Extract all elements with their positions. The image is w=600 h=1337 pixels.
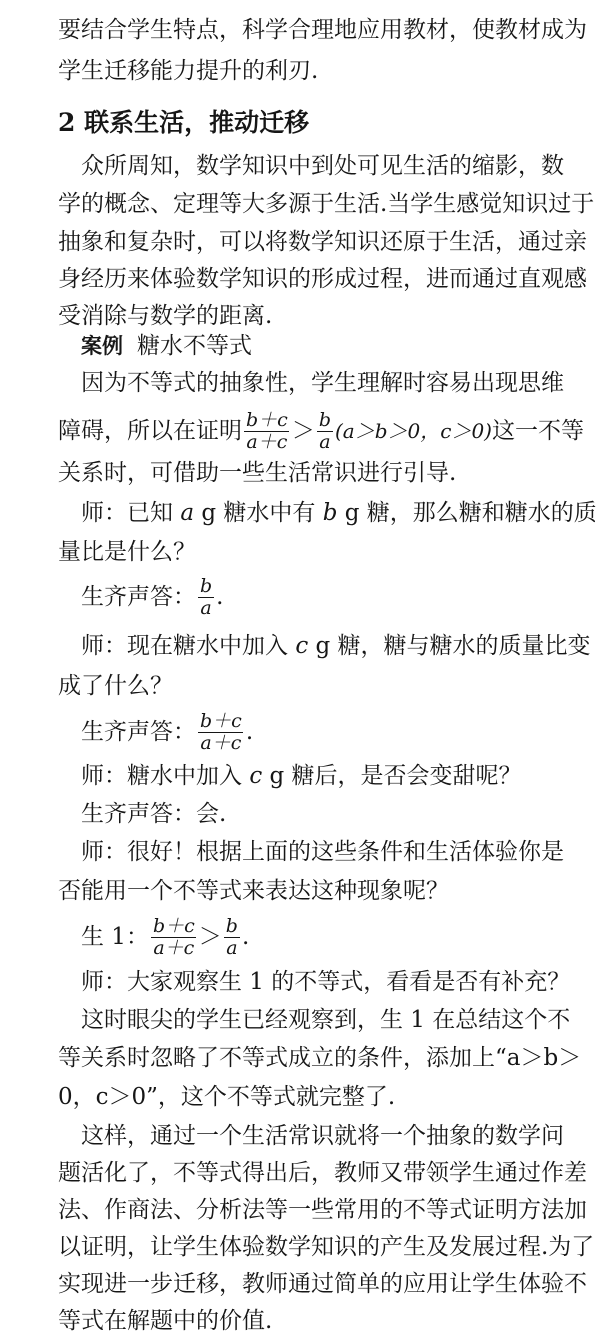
para1-line-2: 学的概念、定理等大多源于生活.当学生感觉知识过于 [58, 191, 595, 217]
para4-line-1: 这样，通过一个生活常识就将一个抽象的数学问 [81, 1123, 564, 1149]
fraction-denominator: a [319, 430, 331, 453]
fraction-numerator: b＋c [200, 709, 242, 732]
answer-prefix: 生齐声答： [81, 719, 196, 745]
para3-line-2: 等关系时忽略了不等式成立的条件，添加上“a＞b＞ [58, 1045, 582, 1071]
para4-line-4: 以证明，让学生体验数学知识的产生及发展过程.为了 [58, 1234, 595, 1260]
var-b: b [322, 500, 338, 526]
answer-prefix: 生齐声答： [81, 584, 196, 610]
fraction-denominator: a [226, 936, 238, 959]
teacher-line-1b: 量比是什么？ [58, 539, 196, 565]
fraction-numerator: b [200, 574, 213, 597]
fraction-b-plus-c-over-a-plus-c [198, 711, 244, 754]
teacher-line-4b: 否能用一个不等式来表达这种现象呢？ [58, 878, 449, 904]
intro-line-2: 学生迁移能力提升的利刃. [58, 58, 319, 84]
fraction-denominator: a [200, 596, 212, 619]
text-segment: g 糖，糖与糖水的质量比变 [315, 633, 591, 659]
para4-line-2: 题活化了，不等式得出后，教师又带领学生通过作差 [58, 1160, 587, 1186]
para4-line-6: 等式在解题中的价值. [58, 1308, 273, 1334]
case-label: 案例 [81, 334, 123, 358]
fraction-numerator: b＋c [246, 408, 288, 431]
fraction-b-over-a [198, 576, 214, 619]
intro-line-1: 要结合学生特点，科学合理地应用教材，使教材成为 [58, 17, 587, 43]
teacher-line-2 [81, 630, 591, 662]
greater-than-sign: ＞ [291, 418, 315, 444]
fraction-b-plus-c-over-a-plus-c [151, 916, 197, 959]
text-segment: 师：糖水中加入 [81, 763, 242, 789]
period: . [216, 584, 224, 610]
para1-line-1: 众所周知，数学知识中到处可见生活的缩影，数 [81, 153, 564, 179]
teacher-line-1 [81, 497, 597, 529]
fraction-b-over-a [224, 916, 240, 959]
para4-line-5: 实现进一步迁移，教师通过简单的应用让学生体验不 [58, 1271, 587, 1297]
fraction-numerator: b [225, 914, 238, 937]
para2-line-2 [58, 404, 584, 456]
para4-line-3: 法、作商法、分析法等一些常用的不等式证明方法加 [58, 1197, 587, 1223]
condition-text: (a＞b＞0，c＞0) [334, 419, 492, 443]
student-prefix: 生 1： [81, 924, 149, 950]
text-segment: 师：已知 [81, 500, 173, 526]
text-segment: 师：现在糖水中加入 [81, 633, 288, 659]
period: . [241, 924, 250, 950]
para2-prefix: 障碍，所以在证明 [58, 418, 242, 444]
greater-than-sign: ＞ [198, 924, 222, 950]
text-segment: g 糖水中有 [201, 500, 316, 526]
fraction-denominator: a＋c [153, 936, 195, 959]
section-heading: 2 联系生活，推动迁移 [58, 108, 310, 137]
fraction-denominator: a＋c [246, 430, 288, 453]
fraction-numerator: b＋c [152, 914, 195, 937]
fraction-b-plus-c-over-a-plus-c [244, 410, 290, 453]
teacher-line-3 [81, 760, 522, 792]
fraction-numerator: b [318, 408, 331, 431]
var-c: c [249, 763, 263, 789]
period: . [245, 719, 254, 745]
student-1-answer [81, 910, 249, 962]
para2-suffix: 这一不等 [491, 418, 584, 444]
fraction-b-over-a [317, 410, 333, 453]
para2-line-1: 因为不等式的抽象性，学生理解时容易出现思维 [81, 370, 564, 396]
answer-2 [81, 705, 253, 757]
para1-line-3: 抽象和复杂时，可以将数学知识还原于生活，通过亲 [58, 229, 587, 255]
answer-3: 生齐声答：会. [81, 801, 227, 827]
para3-line-3: 0，c＞0”，这个不等式就完整了. [58, 1084, 396, 1110]
fraction-denominator: a＋c [200, 731, 242, 754]
answer-1 [81, 570, 223, 622]
case-line [81, 330, 252, 362]
teacher-line-2b: 成了什么？ [58, 673, 173, 699]
var-c: c [295, 633, 309, 659]
text-segment: g 糖，那么糖和糖水的质 [344, 500, 597, 526]
teacher-line-4: 师：很好！根据上面的这些条件和生活体验你是 [81, 839, 564, 865]
para3-line-1: 这时眼尖的学生已经观察到，生 1 在总结这个不 [81, 1007, 571, 1033]
text-segment: g 糖后，是否会变甜呢？ [269, 763, 522, 789]
para1-line-4: 身经历来体验数学知识的形成过程，进而通过直观感 [58, 266, 587, 292]
para2-line-3: 关系时，可借助一些生活常识进行引导. [58, 460, 457, 486]
var-a: a [180, 500, 195, 526]
para1-line-5: 受消除与数学的距离. [58, 303, 273, 329]
teacher-line-5: 师：大家观察生 1 的不等式，看看是否有补充？ [81, 969, 571, 995]
case-title: 糖水不等式 [137, 333, 252, 359]
